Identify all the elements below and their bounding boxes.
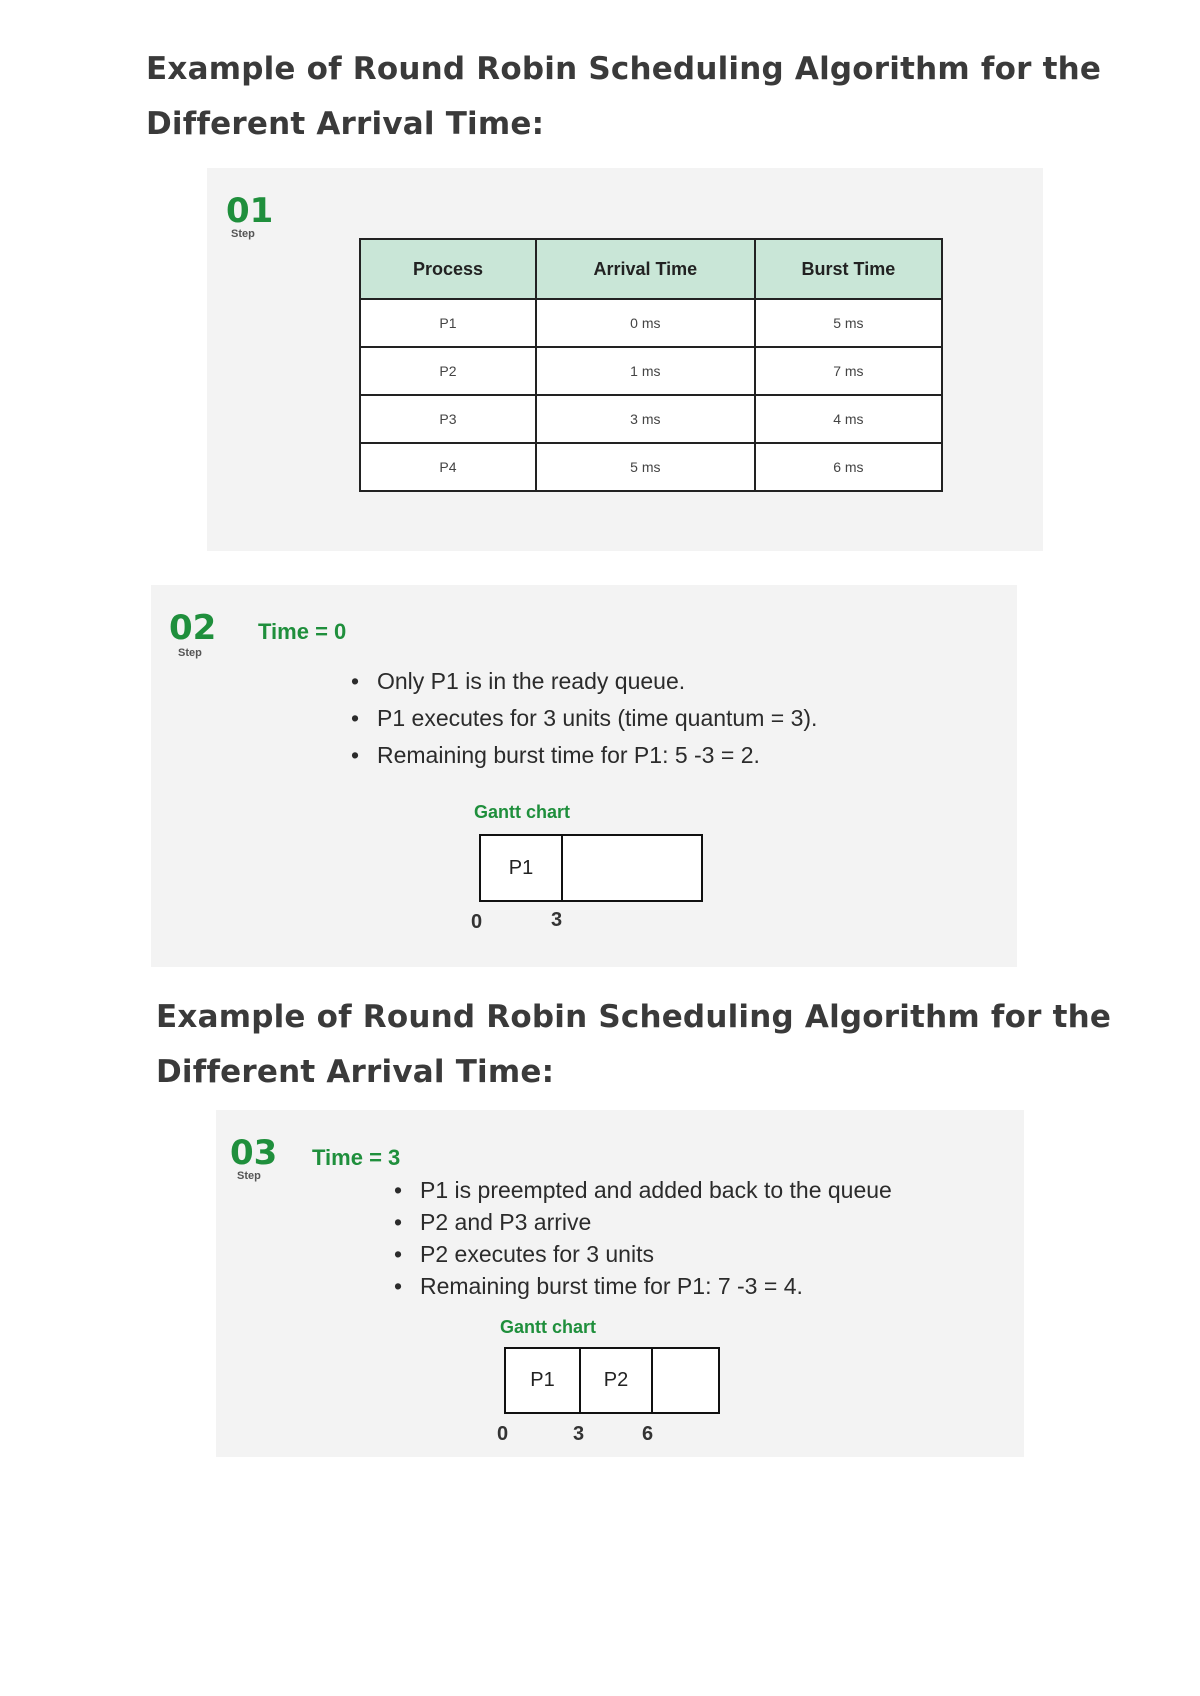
- table-cell: 6 ms: [755, 443, 942, 491]
- table-cell: 0 ms: [536, 299, 755, 347]
- table-cell: 3 ms: [536, 395, 755, 443]
- table-cell: P4: [360, 443, 536, 491]
- step-3-panel: [216, 1110, 1024, 1457]
- table-cell: 5 ms: [536, 443, 755, 491]
- table-cell: P2: [360, 347, 536, 395]
- gantt-tick: 0: [471, 911, 483, 933]
- table-row: [360, 443, 942, 491]
- step-2-panel: [151, 585, 1017, 967]
- list-item: • Only P1 is in the ready queue.: [351, 663, 817, 700]
- list-item: • Remaining burst time for P1: 7 -3 = 4.: [394, 1270, 892, 1302]
- heading-line-1: Example of Round Robin Scheduling Algorithm for the: [156, 999, 1112, 1035]
- heading-line-2: Different Arrival Time:: [156, 1054, 555, 1090]
- table-cell: 4 ms: [755, 395, 942, 443]
- step-1-number: 01: [226, 191, 274, 231]
- step-3-bullets: [394, 1174, 892, 1302]
- list-item: • Remaining burst time for P1: 5 -3 = 2.: [351, 737, 817, 774]
- list-item: • P1 is preempted and added back to the queue: [394, 1174, 892, 1206]
- table-cell: P3: [360, 395, 536, 443]
- step-2-time: Time = 0: [258, 619, 347, 644]
- page-heading-top: [146, 42, 1101, 152]
- table-header-arrival: Arrival Time: [536, 239, 755, 299]
- step-3-gantt-title: Gantt chart: [500, 1317, 597, 1337]
- gantt-cell-p1: P1: [481, 836, 563, 900]
- table-cell: P1: [360, 299, 536, 347]
- step-3-label: Step: [237, 1170, 261, 1182]
- table-row: [360, 395, 942, 443]
- table-cell: 1 ms: [536, 347, 755, 395]
- list-item: • P2 and P3 arrive: [394, 1206, 892, 1238]
- table-row: [360, 299, 942, 347]
- step-3-number: 03: [230, 1133, 278, 1173]
- gantt-tick: 3: [573, 1423, 585, 1445]
- gantt-cell-p1: P1: [506, 1349, 581, 1412]
- gantt-tick: 0: [497, 1423, 509, 1445]
- process-table: [359, 238, 943, 492]
- step-3-time: Time = 3: [312, 1145, 401, 1170]
- heading-line-2: Different Arrival Time:: [146, 106, 545, 142]
- page-heading-bottom: [156, 990, 1111, 1100]
- table-row: [360, 347, 942, 395]
- table-cell: 5 ms: [755, 299, 942, 347]
- step-2-gantt-chart: [479, 834, 703, 902]
- step-1-panel: [207, 168, 1043, 551]
- table-cell: 7 ms: [755, 347, 942, 395]
- step-2-label: Step: [178, 647, 202, 659]
- gantt-cell-p2: P2: [581, 1349, 653, 1412]
- step-1-label: Step: [231, 228, 255, 240]
- heading-line-1: Example of Round Robin Scheduling Algorithm for the: [146, 51, 1102, 87]
- table-header-burst: Burst Time: [755, 239, 942, 299]
- step-2-gantt-title: Gantt chart: [474, 802, 571, 822]
- table-header-row: [360, 239, 942, 299]
- gantt-tick: 6: [642, 1423, 654, 1445]
- list-item: • P2 executes for 3 units: [394, 1238, 892, 1270]
- table-header-process: Process: [360, 239, 536, 299]
- list-item: • P1 executes for 3 units (time quantum = 3).: [351, 700, 817, 737]
- step-2-number: 02: [169, 608, 217, 648]
- step-3-gantt-chart: [504, 1347, 720, 1414]
- step-2-bullets: [351, 663, 817, 774]
- gantt-tick: 3: [551, 909, 563, 931]
